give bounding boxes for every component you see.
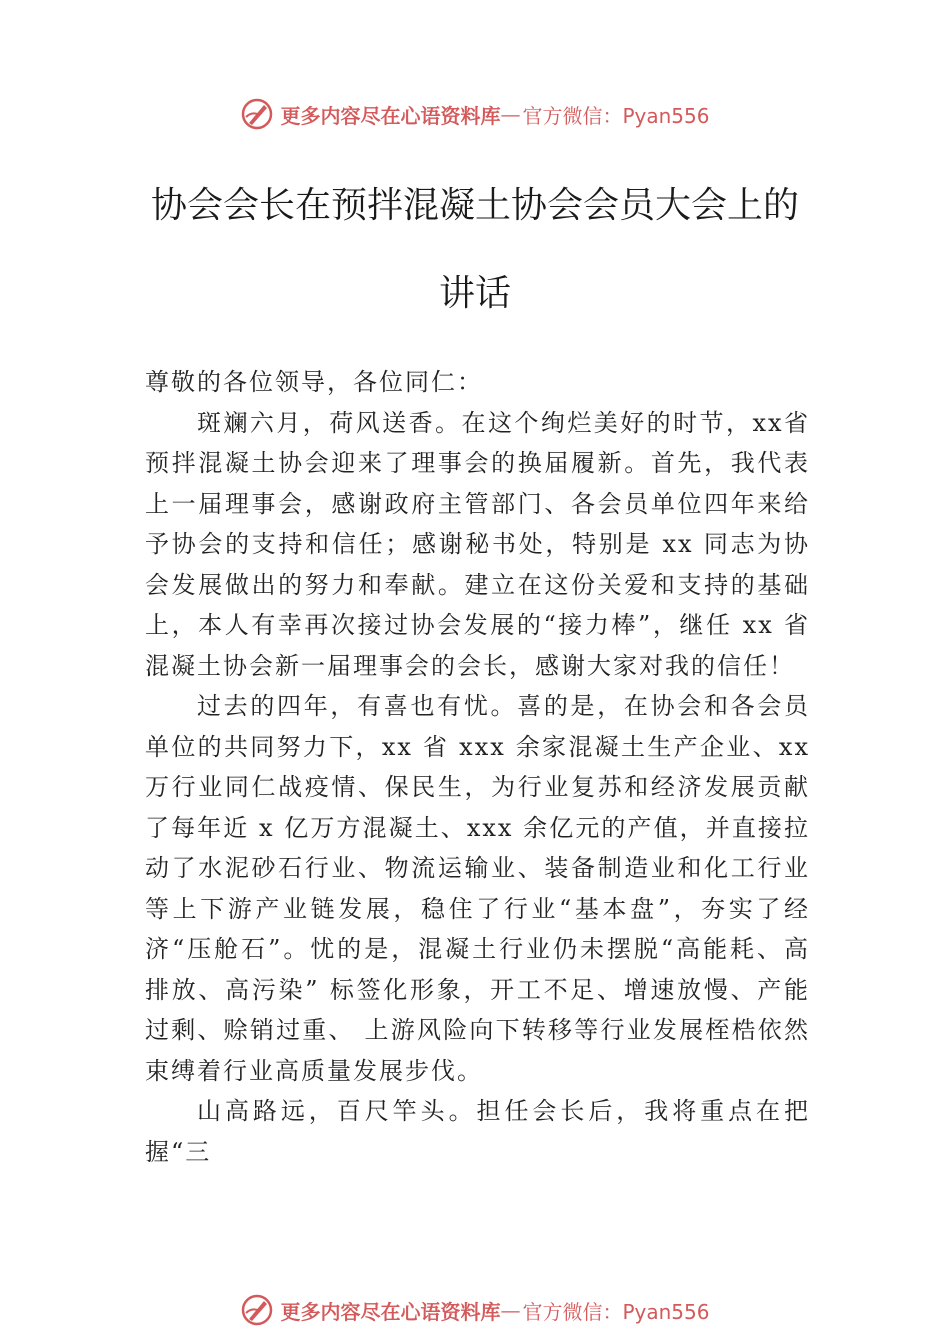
footer-separator: —	[500, 1298, 521, 1322]
document-body	[145, 362, 810, 1172]
footer-banner	[0, 1288, 950, 1332]
title-line-2: 讲话	[438, 273, 511, 314]
document-title	[95, 162, 855, 338]
salutation: 尊敬的各位领导，各位同仁：	[145, 368, 483, 396]
banner-main-text: 更多内容尽在心语资料库	[280, 103, 501, 128]
paragraph-3: 山高路远，百尺竿头。担任会长后，我将重点在把握“三	[145, 1097, 810, 1166]
pen-circle-icon	[240, 1293, 274, 1327]
paragraph-1: 斑斓六月，荷风送香。在这个绚烂美好的时节，xx省预拌混凝土协会迎来了理事会的换届履新。首先，我代表上一届理事会，感谢政府主管部门、各会员单位四年来给予协会的支持和信任；感谢秘书处，特别是 xx 同志为协会发展做出的努力和奉献。建立在这份关爱和支持的基础上，本人有幸再次接过协会发展的“接力棒”，继任 xx 省混凝土协会新一届理事会的会长，感谢大家对我的信任！	[145, 408, 810, 680]
banner-wechat-text: 官方微信：Pyan556	[522, 103, 710, 128]
paragraph-2: 过去的四年，有喜也有忧。喜的是，在协会和各会员单位的共同努力下，xx 省 xxx 余家混凝土生产企业、xx 万行业同仁战疫情、保民生，为行业复苏和经济发展贡献了每年近 x 亿万方混凝土、xxx 余亿元的产值，并直接拉动了水泥砂石行业、物流运输业、装备制造业和化工行业等上下游产业链发展，稳住了行业“基本盘”，夯实了经济“压舱石”。忧的是，混凝土行业仍未摆脱“高能耗、高排放、高污染” 标签化形象，开工不足、增速放慢、产能过剩、赊销过重、 上游风险向下转移等行业发展桎梏依然束缚着行业高质量发展步伐。	[145, 692, 810, 1085]
header-banner	[0, 92, 950, 136]
footer-wechat-text: 官方微信：Pyan556	[522, 1299, 710, 1324]
title-line-1: 协会会长在预拌混凝土协会会员大会上的	[150, 185, 799, 226]
banner-separator: —	[500, 102, 521, 126]
pen-circle-icon	[240, 97, 274, 131]
footer-main-text: 更多内容尽在心语资料库	[280, 1299, 501, 1324]
